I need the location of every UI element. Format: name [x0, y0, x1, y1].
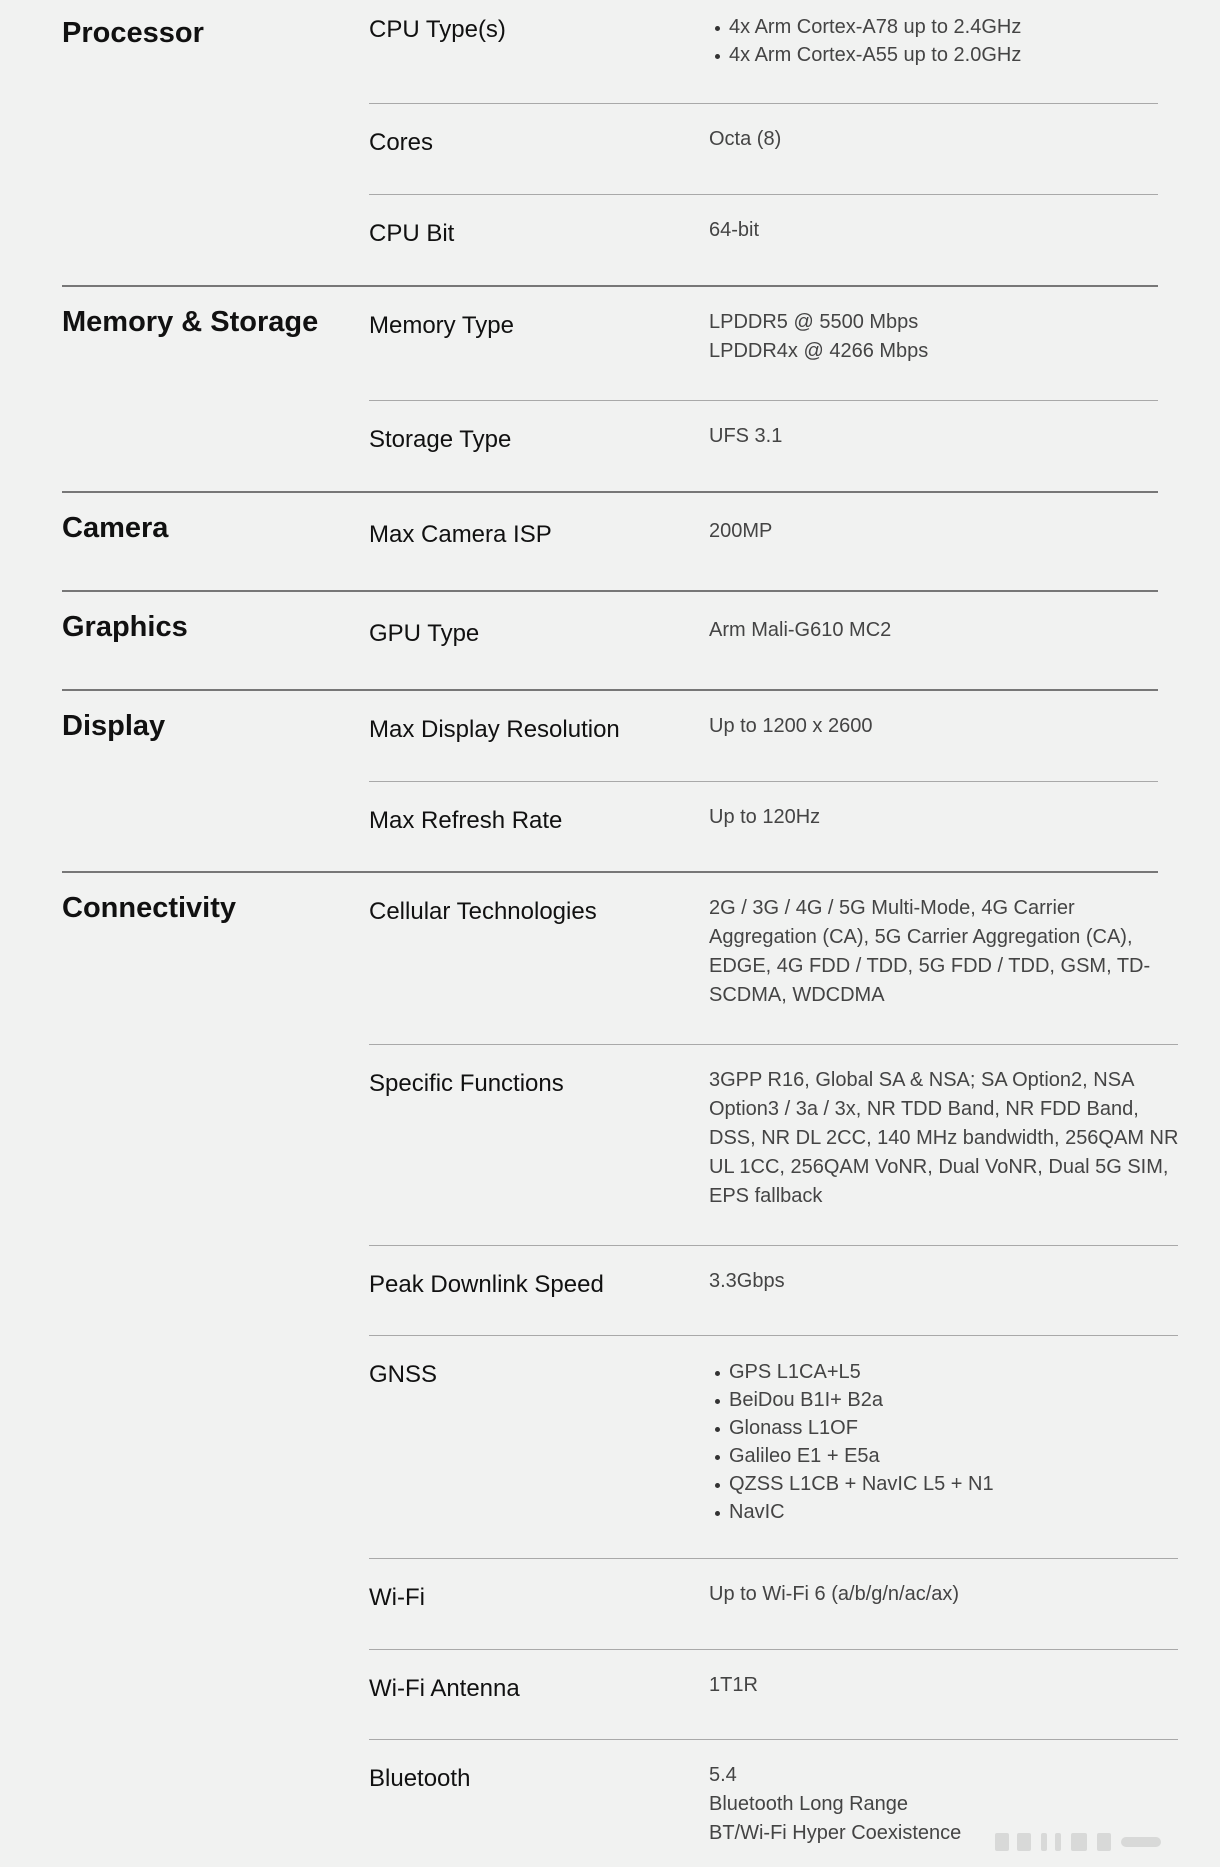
spec-row-cellular-technologies [369, 873, 1178, 1044]
spec-row-gnss [369, 1335, 1178, 1558]
spec-row-memory-type [369, 287, 1158, 400]
section-title: Memory & Storage [62, 306, 319, 338]
section-display [62, 689, 1158, 871]
list-item: GPS L1CA+L5 [715, 1358, 1178, 1386]
spec-value: Up to 1200 x 2600 [709, 715, 873, 737]
spec-label: Storage Type [369, 426, 512, 453]
section-title: Camera [62, 512, 169, 544]
spec-label: CPU Type(s) [369, 16, 506, 43]
list-item: NavIC [715, 1498, 1178, 1526]
spec-label: Wi-Fi Antenna [369, 1675, 520, 1702]
list-item: Glonass L1OF [715, 1414, 1178, 1442]
spec-row-gpu-type [369, 592, 1158, 689]
section-graphics [62, 590, 1158, 689]
spec-row-cpu-type [369, 0, 1158, 103]
section-title: Processor [62, 17, 204, 49]
section-camera [62, 491, 1158, 590]
spec-row-wifi-antenna [369, 1649, 1178, 1739]
watermark-icon [995, 1827, 1195, 1857]
spec-row-max-display-resolution [369, 691, 1158, 781]
spec-value: LPDDR5 @ 5500 Mbps LPDDR4x @ 4266 Mbps [709, 311, 929, 362]
list-item: 4x Arm Cortex-A78 up to 2.4GHz [715, 13, 1158, 41]
spec-value: 3GPP R16, Global SA & NSA; SA Option2, NSA Option3 / 3a / 3x, NR TDD Band, NR FDD Band, DSS, NR DL 2CC, 140 MHz bandwidth, 256QAM NR UL 1CC, 256QAM VoNR, Dual VoNR, Dual 5G SIM, EPS fallback [709, 1069, 1179, 1207]
spec-label: Max Camera ISP [369, 521, 552, 548]
spec-label: GNSS [369, 1361, 438, 1388]
section-title: Display [62, 710, 166, 742]
spec-label: GPU Type [369, 620, 480, 647]
spec-row-wifi [369, 1558, 1178, 1649]
spec-value: Up to Wi-Fi 6 (a/b/g/n/ac/ax) [709, 1583, 960, 1605]
spec-label: Specific Functions [369, 1070, 564, 1097]
spec-label: Peak Downlink Speed [369, 1271, 604, 1298]
spec-label: Max Display Resolution [369, 716, 620, 743]
spec-label: CPU Bit [369, 220, 455, 247]
spec-label: Cores [369, 129, 434, 156]
spec-value: 200MP [709, 520, 773, 542]
spec-label: Memory Type [369, 312, 514, 339]
spec-label: Max Refresh Rate [369, 807, 563, 834]
spec-value [709, 1336, 1178, 1558]
spec-value: 64-bit [709, 219, 760, 241]
spec-row-peak-downlink-speed [369, 1245, 1178, 1335]
spec-value: 3.3Gbps [709, 1270, 785, 1292]
spec-table [62, 0, 1179, 1867]
list-item: BeiDou B1I+ B2a [715, 1386, 1178, 1414]
section-title: Connectivity [62, 892, 237, 924]
spec-row-max-refresh-rate [369, 781, 1158, 871]
section-processor [62, 0, 1158, 285]
spec-value: Up to 120Hz [709, 806, 821, 828]
list-item: Galileo E1 + E5a [715, 1442, 1178, 1470]
spec-value: 1T1R [709, 1674, 758, 1696]
spec-row-max-camera-isp [369, 493, 1158, 590]
spec-row-storage-type [369, 400, 1158, 491]
spec-value: Arm Mali-G610 MC2 [709, 619, 892, 641]
spec-label: Bluetooth [369, 1765, 471, 1792]
spec-row-specific-functions [369, 1044, 1178, 1245]
spec-row-cores [369, 103, 1158, 194]
spec-value: UFS 3.1 [709, 425, 783, 447]
spec-value: Octa (8) [709, 128, 782, 150]
spec-value [709, 0, 1158, 103]
section-memory-storage [62, 285, 1158, 491]
section-connectivity [62, 871, 1179, 1867]
spec-value: 5.4 Bluetooth Long Range BT/Wi-Fi Hyper Coexistence [709, 1764, 962, 1844]
list-item: 4x Arm Cortex-A55 up to 2.0GHz [715, 41, 1158, 69]
spec-label: Wi-Fi [369, 1584, 425, 1611]
section-title: Graphics [62, 611, 188, 643]
spec-value: 2G / 3G / 4G / 5G Multi-Mode, 4G Carrier Aggregation (CA), 5G Carrier Aggregation (CA), EDGE, 4G FDD / TDD, 5G FDD / TDD, GSM, TD- SCDMA, WDCDMA [709, 897, 1151, 1006]
spec-label: Cellular Technologies [369, 898, 597, 925]
list-item: QZSS L1CB + NavIC L5 + N1 [715, 1470, 1178, 1498]
spec-row-cpu-bit [369, 194, 1158, 285]
